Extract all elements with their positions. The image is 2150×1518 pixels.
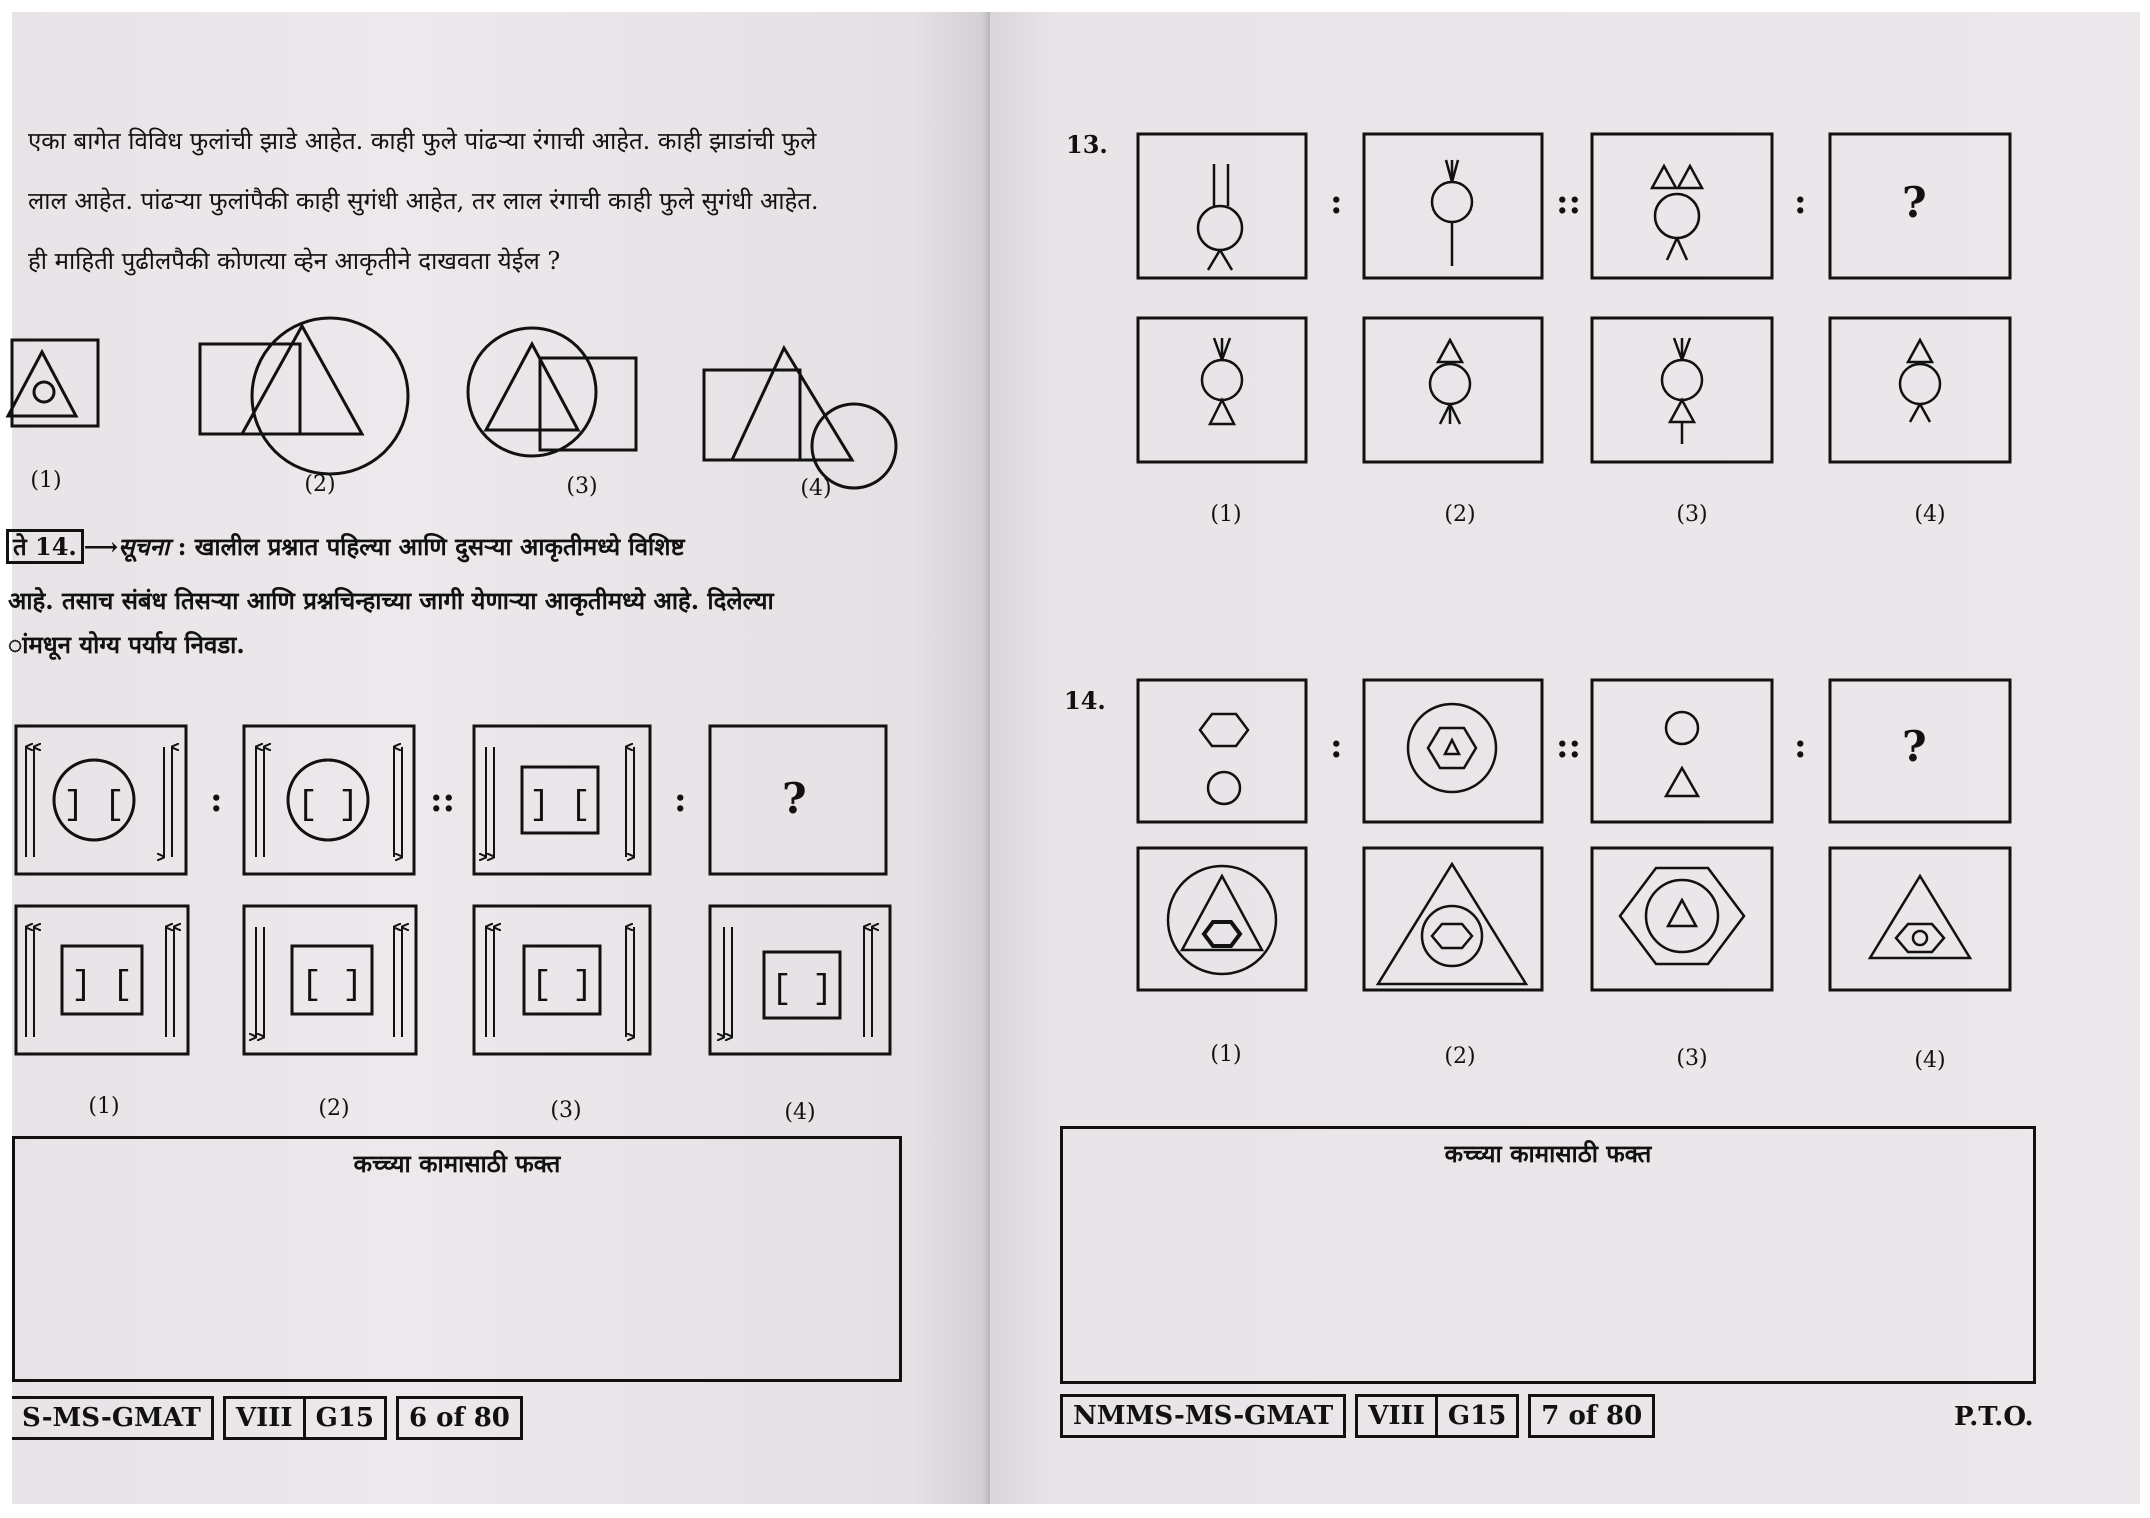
rough-work-title: कच्च्या कामासाठी फक्त <box>353 1149 561 1178</box>
q13-question-mark: ? <box>1902 178 1927 227</box>
footer-class: VIII <box>223 1396 306 1440</box>
instruction-title: सूचना <box>118 532 170 561</box>
svg-text:[ ]: [ ] <box>297 787 359 825</box>
venn-option-4 <box>704 348 896 488</box>
q14-option-label-2: (2) <box>1444 1044 1476 1069</box>
q13-ratio-colon: : <box>1330 182 1343 222</box>
q14-ratio-colon: : <box>1330 726 1343 766</box>
instruction-range: ते 14. <box>6 529 84 564</box>
svg-text:[ ]: [ ] <box>771 971 833 1009</box>
ratio-colon: : <box>210 780 223 820</box>
venn-option-2 <box>200 318 408 474</box>
q12-text-line-1: एका बागेत विविध फुलांची झाडे आहेत. काही फुले पांढऱ्या रंगाची आहेत. काही झाडांची फुले <box>28 127 817 155</box>
instruction-line-1 <box>6 530 685 563</box>
rough-work-box <box>12 1136 902 1382</box>
footer-left <box>12 1396 520 1440</box>
rough-work-title-right: कच्च्या कामासाठी फक्त <box>1444 1139 1652 1168</box>
footer-page-number-right: 7 of 80 <box>1528 1394 1655 1438</box>
q14-option-label-1: (1) <box>1210 1042 1242 1067</box>
left-page <box>8 12 990 1504</box>
q14-number: 14. <box>1064 686 1106 715</box>
q12-option-label-3: (3) <box>566 474 598 499</box>
rough-work-box-right <box>1060 1126 2036 1384</box>
svg-text:] [: ] [ <box>63 787 125 825</box>
footer-code-right: NMMS-MS-GMAT <box>1060 1394 1346 1438</box>
q12b-option-label-2: (2) <box>318 1096 350 1121</box>
svg-text:[ ]: [ ] <box>531 967 593 1005</box>
q12b-option-label-3: (3) <box>550 1098 582 1123</box>
q12-text-line-2: लाल आहेत. पांढऱ्या फुलांपैकी काही सुगंधी आहेत, तर लाल रंगाची काही फुले सुगंधी आहेत. <box>28 187 819 215</box>
svg-text:[ ]: [ ] <box>301 967 363 1005</box>
venn-option-1 <box>8 340 98 426</box>
q12b-option-label-4: (4) <box>784 1100 816 1125</box>
q14-option-label-4: (4) <box>1914 1048 1946 1073</box>
venn-option-3 <box>468 328 636 456</box>
q13-option-label-4: (4) <box>1914 502 1946 527</box>
footer-right <box>1060 1394 1652 1438</box>
ratio-colon-2: : <box>674 780 687 820</box>
q13-option-label-2: (2) <box>1444 502 1476 527</box>
instruction-line-3: ांमधून योग्य पर्याय निवडा. <box>8 630 245 659</box>
pto-label: P.T.O. <box>1954 1402 2034 1432</box>
q13-number: 13. <box>1066 130 1108 159</box>
ratio-double-colon: :: <box>430 780 456 820</box>
right-page <box>990 12 2140 1504</box>
q14-question-mark: ? <box>1902 722 1927 771</box>
footer-class-right: VIII <box>1355 1394 1438 1438</box>
question-mark: ? <box>782 774 807 823</box>
footer-code: S-MS-GMAT <box>12 1396 214 1440</box>
venn-diagram-options <box>12 322 972 482</box>
arrows-analogy-figure <box>12 722 972 1062</box>
svg-text:] [: ] [ <box>71 967 133 1005</box>
instruction-text-1: : खालील प्रश्नात पहिल्या आणि दुसऱ्या आकृतीमध्ये विशिष्ट <box>177 532 685 561</box>
q12-option-label-1: (1) <box>30 468 62 493</box>
q13-ratio-colon-2: : <box>1794 182 1807 222</box>
q14-figure <box>1134 668 2014 998</box>
footer-set-right: G15 <box>1435 1394 1519 1438</box>
q13-option-label-3: (3) <box>1676 502 1708 527</box>
instruction-line-2: आहे. तसाच संबंध तिसऱ्या आणि प्रश्नचिन्हाच्या जागी येणाऱ्या आकृतीमध्ये आहे. दिलेल्या <box>8 586 774 615</box>
q14-option-label-3: (3) <box>1676 1046 1708 1071</box>
q14-ratio-colon-2: : <box>1794 726 1807 766</box>
svg-text:] [: ] [ <box>529 787 591 825</box>
q12-option-label-4: (4) <box>800 476 832 501</box>
arrow-icon: ⟶ <box>83 532 119 561</box>
footer-page-number: 6 of 80 <box>396 1396 523 1440</box>
q12b-option-label-1: (1) <box>88 1094 120 1119</box>
q13-ratio-double-colon: :: <box>1556 182 1582 222</box>
q14-ratio-double-colon: :: <box>1556 726 1582 766</box>
q13-option-label-1: (1) <box>1210 502 1242 527</box>
q13-figure <box>1134 122 2014 462</box>
q12-option-label-2: (2) <box>304 472 336 497</box>
q12-text-line-3: ही माहिती पुढीलपैकी कोणत्या व्हेन आकृतीने दाखवता येईल ? <box>28 247 561 275</box>
footer-set: G15 <box>303 1396 387 1440</box>
